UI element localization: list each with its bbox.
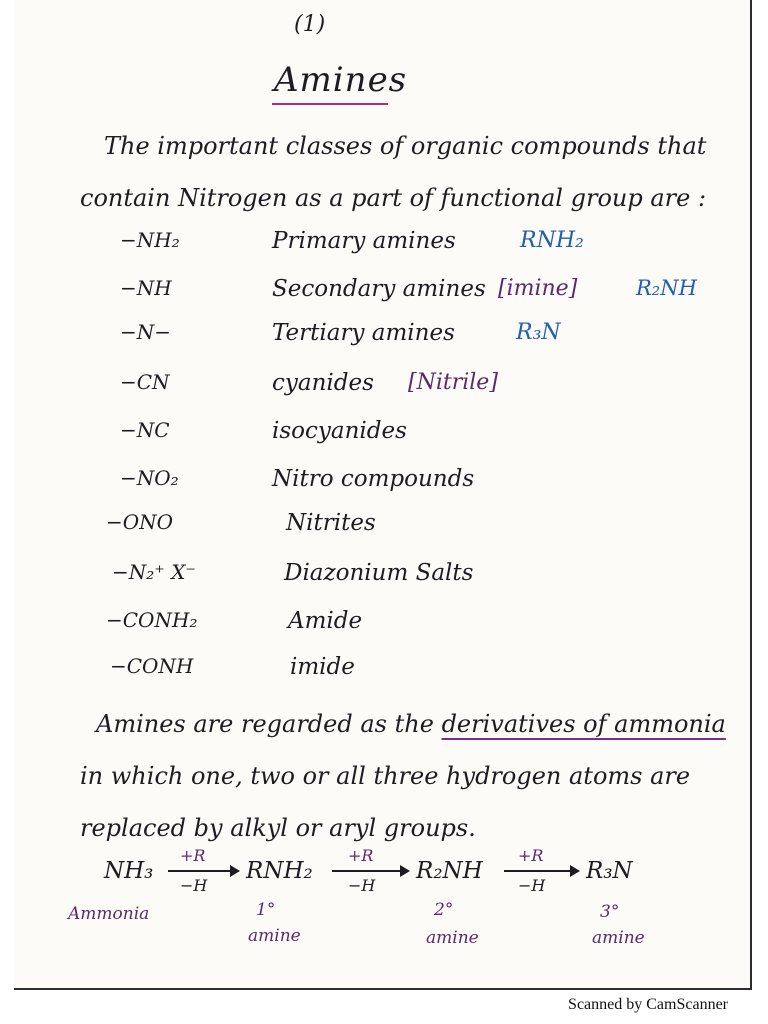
notebook-page (14, 0, 752, 990)
page-number: (1) (294, 12, 326, 37)
functional-group: −NH (120, 276, 172, 300)
compound-class: Amide (288, 608, 363, 634)
arrow-2-top: +R (348, 846, 374, 865)
compound-class: Nitro compounds (272, 466, 475, 492)
compound-class: Primary amines (272, 228, 456, 254)
compound-class: Tertiary amines (272, 320, 455, 346)
paragraph-line-3: replaced by alkyl or aryl groups. (80, 814, 476, 842)
paragraph-line-1-start: Amines are regarded as the (96, 710, 442, 738)
title-underline (272, 103, 388, 105)
compound-class: Diazonium Salts (284, 560, 474, 586)
arrow-3-bottom: −H (518, 876, 546, 895)
functional-group: −ONO (106, 510, 174, 534)
reaction-arrow-3 (504, 870, 578, 872)
species-ammonia: NH₃ (104, 858, 154, 884)
reaction-arrow-2 (332, 870, 408, 872)
reaction-arrow-1 (168, 870, 238, 872)
scanner-watermark: Scanned by CamScanner (568, 996, 728, 1013)
degree-tertiary: 3° (600, 902, 620, 922)
general-formula: R₂NH (636, 276, 697, 300)
functional-group: −CONH (110, 654, 194, 678)
highlighted-phrase: derivatives of ammonia (441, 710, 726, 738)
functional-group: −NC (120, 418, 170, 442)
species-secondary: R₂NH (416, 858, 483, 884)
compound-class: Secondary amines (272, 276, 486, 302)
label-ammonia: Ammonia (68, 904, 150, 924)
label-amine-3: amine (592, 928, 645, 948)
compound-class: Nitrites (286, 510, 376, 536)
compound-class: cyanides (272, 370, 374, 396)
species-primary: RNH₂ (246, 858, 313, 884)
functional-group: −N− (120, 320, 172, 344)
functional-group: −N₂⁺ X⁻ (112, 560, 196, 584)
arrow-3-top: +R (518, 846, 544, 865)
arrow-2-bottom: −H (348, 876, 376, 895)
general-formula: RNH₂ (520, 228, 584, 253)
paragraph-line-1 (80, 698, 760, 750)
intro-line-1: The important classes of organic compounds that (104, 132, 707, 160)
page-title: Amines (274, 60, 408, 100)
functional-group: −CONH₂ (106, 608, 198, 632)
general-formula: R₃N (516, 320, 561, 345)
paragraph-line-2: in which one, two or all three hydrogen atoms are (80, 762, 691, 790)
degree-secondary: 2° (434, 900, 454, 920)
alternate-name: [imine] (498, 276, 578, 301)
degree-primary: 1° (256, 900, 276, 920)
functional-group: −CN (120, 370, 170, 394)
arrow-1-top: +R (180, 846, 206, 865)
species-tertiary: R₃N (586, 858, 633, 884)
intro-text (80, 120, 740, 224)
functional-group: −NH₂ (120, 228, 180, 252)
compound-class: isocyanides (272, 418, 407, 444)
label-amine-2: amine (426, 928, 479, 948)
functional-group: −NO₂ (120, 466, 179, 490)
definition-paragraph (80, 698, 760, 854)
compound-class: imide (290, 654, 355, 680)
label-amine-1: amine (248, 926, 301, 946)
arrow-1-bottom: −H (180, 876, 208, 895)
alternate-name: [Nitrile] (408, 370, 498, 395)
intro-line-2: contain Nitrogen as a part of functional group are : (80, 184, 707, 212)
